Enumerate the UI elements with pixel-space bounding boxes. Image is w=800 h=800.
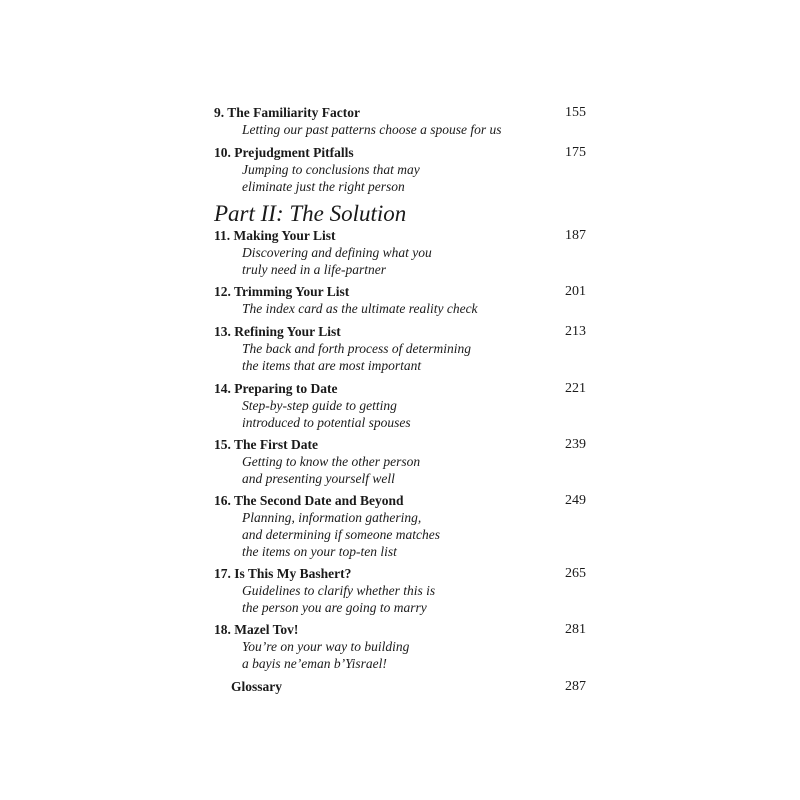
chapter-title: 11. Making Your List: [214, 228, 336, 243]
toc-entry-18: [214, 621, 586, 672]
chapter-description: [242, 161, 586, 195]
chapter-title: 15. The First Date: [214, 437, 318, 452]
toc-entry-10: [214, 144, 586, 195]
part-heading: Part II: The Solution: [214, 201, 407, 226]
description-line: Getting to know the other person: [242, 454, 421, 469]
description-line: introduced to potential spouses: [242, 415, 411, 430]
chapter-description: [242, 397, 586, 431]
chapter-description: [242, 453, 586, 487]
chapter-title: 14. Preparing to Date: [214, 381, 338, 396]
description-line: eliminate just the right person: [242, 179, 405, 194]
toc-entry-16: [214, 492, 586, 560]
chapter-title: 12. Trimming Your List: [214, 284, 350, 299]
glossary-title: Glossary: [231, 679, 283, 694]
description-line: Guidelines to clarify whether this is: [242, 583, 436, 598]
description-line: and determining if someone matches: [242, 527, 440, 542]
page-number: 221: [565, 381, 586, 396]
description-line: the person you are going to marry: [242, 600, 427, 615]
page-number: 287: [565, 679, 586, 694]
description-line: You’re on your way to building: [242, 639, 410, 654]
page-number: 175: [565, 145, 586, 160]
chapter-description: [242, 121, 586, 138]
page-number: 249: [565, 493, 586, 508]
page-number: 281: [565, 622, 586, 637]
toc-entry-11: [214, 227, 586, 278]
description-line: and presenting yourself well: [242, 471, 395, 486]
chapter-description: [242, 244, 586, 278]
page-number: 239: [565, 437, 586, 452]
description-line: The back and forth process of determining: [242, 341, 471, 356]
chapter-title: 16. The Second Date and Beyond: [214, 493, 404, 508]
description-line: Discovering and defining what you: [242, 245, 432, 260]
description-line: the items on your top-ten list: [242, 544, 397, 559]
toc-entry-9: [214, 104, 586, 138]
chapter-title: 9. The Familiarity Factor: [214, 105, 360, 120]
page-number: 187: [565, 228, 586, 243]
description-line: truly need in a life-partner: [242, 262, 386, 277]
page-number: 213: [565, 324, 586, 339]
page-number: 265: [565, 566, 586, 581]
chapter-description: [242, 638, 586, 672]
description-line: The index card as the ultimate reality check: [242, 301, 478, 316]
chapter-description: [242, 509, 586, 560]
toc-entry-12: [214, 283, 586, 317]
toc-entry-17: [214, 565, 586, 616]
chapter-description: [242, 300, 586, 317]
toc-entry-15: [214, 436, 586, 487]
chapter-title: 13. Refining Your List: [214, 324, 341, 339]
toc-entry-13: [214, 323, 586, 374]
page-number: 155: [565, 105, 586, 120]
chapter-description: [242, 340, 586, 374]
chapter-title: 17. Is This My Bashert?: [214, 566, 352, 581]
page-number: 201: [565, 284, 586, 299]
description-line: the items that are most important: [242, 358, 422, 373]
chapter-title: 18. Mazel Tov!: [214, 622, 299, 637]
chapter-title: 10. Prejudgment Pitfalls: [214, 145, 354, 160]
description-line: Jumping to conclusions that may: [242, 162, 420, 177]
description-line: Planning, information gathering,: [242, 510, 422, 525]
chapter-description: [242, 582, 586, 616]
description-line: Letting our past patterns choose a spouse for us: [242, 122, 502, 137]
toc-entry-14: [214, 380, 586, 431]
toc-entry-glossary: [214, 678, 586, 695]
description-line: a bayis ne’eman b’Yisrael!: [242, 656, 387, 671]
description-line: Step-by-step guide to getting: [242, 398, 397, 413]
